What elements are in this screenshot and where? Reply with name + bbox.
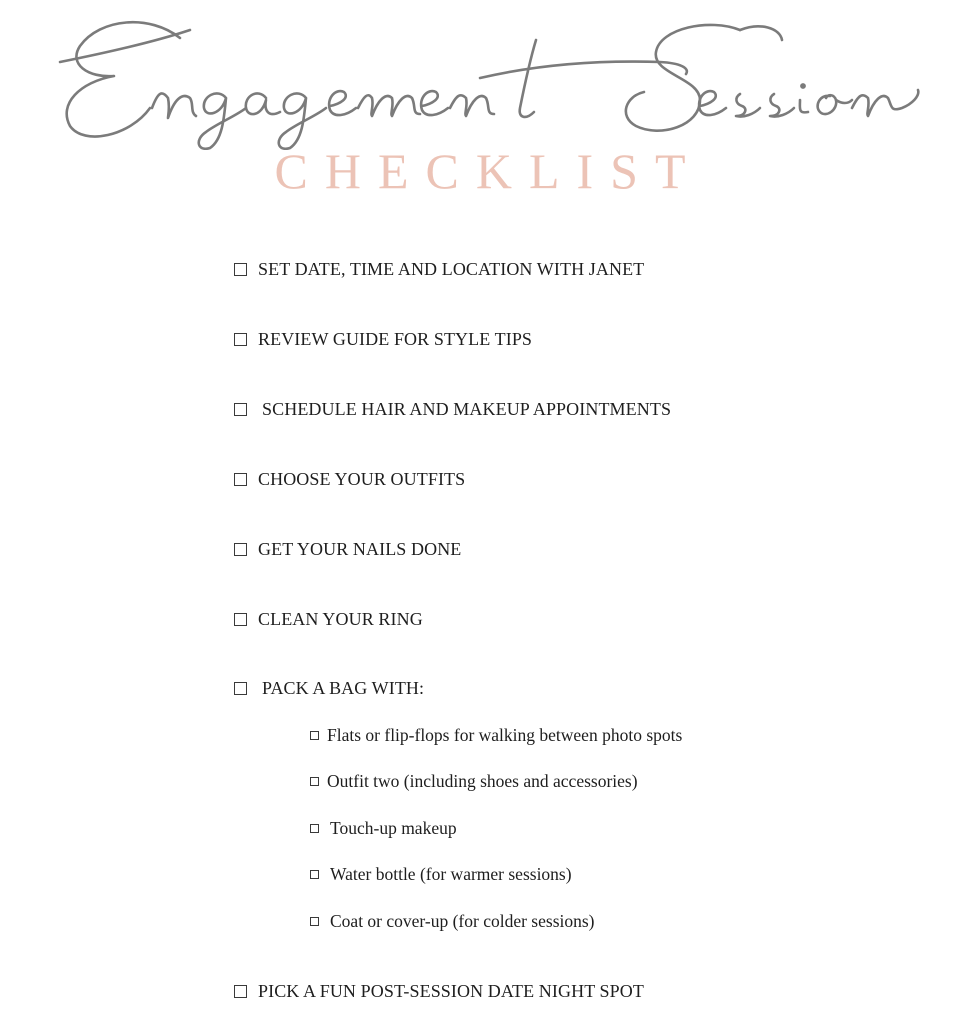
page-subtitle: CHECKLIST xyxy=(274,143,703,199)
checklist-item[interactable] xyxy=(234,606,423,632)
checklist-item[interactable] xyxy=(234,675,424,701)
checklist-subitem[interactable] xyxy=(310,769,638,793)
checklist-item[interactable] xyxy=(234,536,461,562)
checkbox-icon[interactable] xyxy=(310,777,319,786)
checkbox-icon[interactable] xyxy=(234,473,247,486)
checklist-item-label: PICK A FUN POST-SESSION DATE NIGHT SPOT xyxy=(258,980,644,1001)
checkbox-icon[interactable] xyxy=(234,263,247,276)
checkbox-icon[interactable] xyxy=(234,403,247,416)
checklist-item-label: SCHEDULE HAIR AND MAKEUP APPOINTMENTS xyxy=(262,398,672,419)
checkbox-icon[interactable] xyxy=(310,731,319,740)
checklist-subitem[interactable] xyxy=(310,862,572,886)
checklist-subitem-label: Coat or cover-up (for colder sessions) xyxy=(330,910,595,931)
checkbox-icon[interactable] xyxy=(310,917,319,926)
checklist-subitem-label: Flats or flip-flops for walking between photo spots xyxy=(327,724,683,745)
checklist-item-label: REVIEW GUIDE FOR STYLE TIPS xyxy=(258,328,533,349)
checklist-item-label: CHOOSE YOUR OUTFITS xyxy=(258,468,466,489)
checklist-subitem[interactable] xyxy=(310,909,595,933)
checklist-subitem[interactable] xyxy=(310,723,682,747)
checkbox-icon[interactable] xyxy=(234,682,247,695)
checklist-item[interactable] xyxy=(234,326,532,352)
checklist-item[interactable] xyxy=(234,396,671,422)
checklist-subitem-label: Touch-up makeup xyxy=(330,817,457,838)
checkbox-icon[interactable] xyxy=(234,985,247,998)
checkbox-icon[interactable] xyxy=(234,613,247,626)
checklist-item[interactable] xyxy=(234,978,644,1004)
checklist-item-label: GET YOUR NAILS DONE xyxy=(258,538,462,559)
checkbox-icon[interactable] xyxy=(310,824,319,833)
checklist-subitem-label: Outfit two (including shoes and accessories) xyxy=(327,770,638,791)
checkbox-icon[interactable] xyxy=(234,333,247,346)
checklist-item-label: CLEAN YOUR RING xyxy=(258,608,423,629)
checkbox-icon[interactable] xyxy=(310,870,319,879)
checklist-item-label: SET DATE, TIME AND LOCATION WITH JANET xyxy=(258,258,645,279)
checkbox-icon[interactable] xyxy=(234,543,247,556)
checklist-subitem-label: Water bottle (for warmer sessions) xyxy=(330,863,572,884)
checklist-item[interactable] xyxy=(234,466,465,492)
checklist-item-label: PACK A BAG WITH: xyxy=(262,677,425,698)
checklist-item[interactable] xyxy=(234,256,644,282)
checklist-subitem[interactable] xyxy=(310,816,457,840)
